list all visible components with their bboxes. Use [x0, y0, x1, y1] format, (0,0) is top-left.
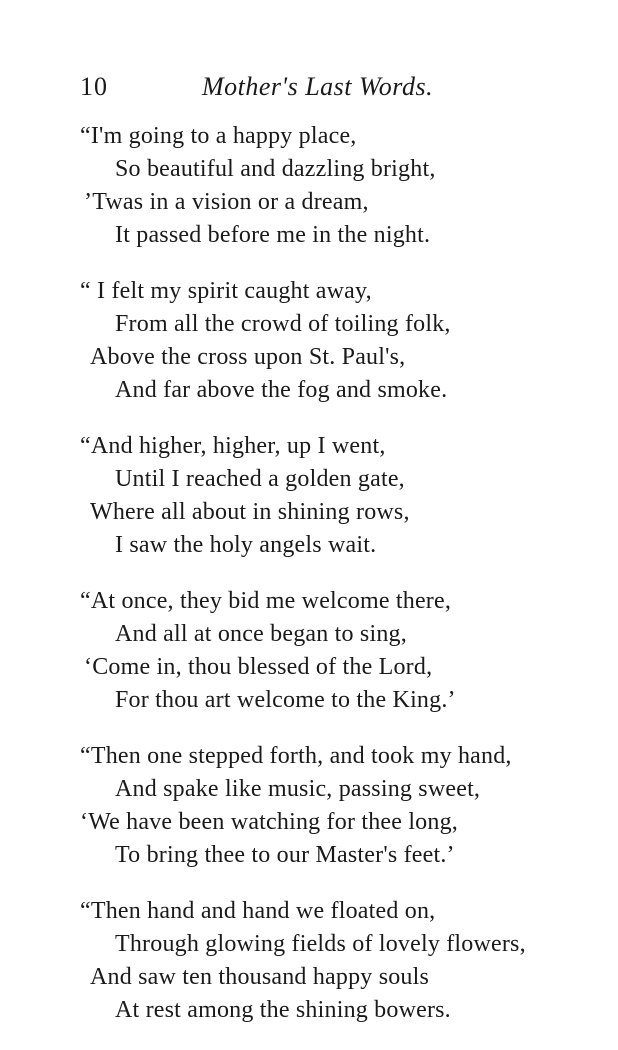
stanza-3-line-1: “And higher, higher, up I went, [80, 433, 386, 459]
stanza-6-line-4: At rest among the shining bowers. [115, 997, 451, 1023]
page-number: 10 [80, 72, 108, 101]
stanza-3 [0, 430, 618, 562]
stanza-5-line-1: “Then one stepped forth, and took my hand, [80, 743, 512, 769]
stanza-1 [0, 120, 618, 252]
stanza-4-line-2: And all at once began to sing, [115, 621, 407, 647]
stanza-5-line-3: ‘We have been watching for thee long, [80, 809, 458, 835]
stanza-1-line-2: So beautiful and dazzling bright, [115, 156, 436, 182]
stanza-2-line-4: And far above the fog and smoke. [115, 377, 448, 403]
stanza-6 [0, 895, 618, 1027]
stanza-1-line-3: ’Twas in a vision or a dream, [84, 189, 369, 215]
stanza-1-line-1: “I'm going to a happy place, [80, 123, 357, 149]
page-header [80, 72, 540, 108]
stanza-5-line-2: And spake like music, passing sweet, [115, 776, 481, 802]
stanza-4-line-1: “At once, they bid me welcome there, [80, 588, 452, 614]
stanza-5 [0, 740, 618, 872]
stanza-6-line-3: And saw ten thousand happy souls [90, 964, 430, 990]
stanza-4 [0, 585, 618, 717]
stanza-5-line-4: To bring thee to our Master's feet.’ [115, 842, 455, 868]
stanza-2-line-1: “ I felt my spirit caught away, [80, 278, 372, 304]
stanza-1-line-4: It passed before me in the night. [115, 222, 431, 248]
stanza-3-line-4: I saw the holy angels wait. [115, 532, 377, 558]
stanza-4-line-3: ‘Come in, thou blessed of the Lord, [84, 654, 433, 680]
stanza-2-line-2: From all the crowd of toiling folk, [115, 311, 451, 337]
stanza-3-line-3: Where all about in shining rows, [90, 499, 410, 525]
poem [0, 120, 618, 1050]
stanza-2-line-3: Above the cross upon St. Paul's, [90, 344, 406, 370]
stanza-6-line-2: Through glowing fields of lovely flowers, [115, 931, 526, 957]
running-title: Mother's Last Words. [202, 72, 434, 101]
stanza-4-line-4: For thou art welcome to the King.’ [115, 687, 456, 713]
stanza-3-line-2: Until I reached a golden gate, [115, 466, 405, 492]
stanza-2 [0, 275, 618, 407]
stanza-6-line-1: “Then hand and hand we floated on, [80, 898, 436, 924]
